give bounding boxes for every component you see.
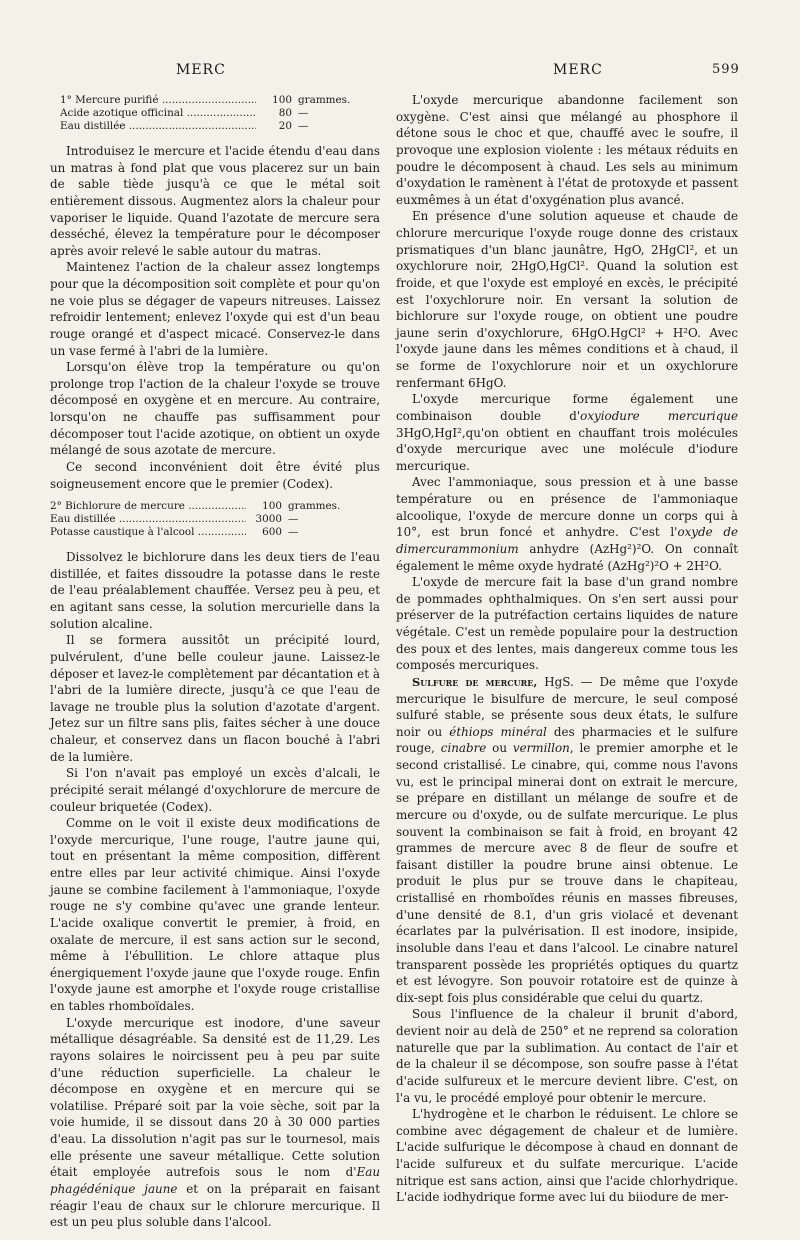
ingredient-qty: 20 [278, 120, 292, 132]
paragraph: L'oxyde de mercure fait la base d'un grand nombre de pommades ophthalmiques. On s'en sert aussi pour préserver de la putréfaction certains liquides de nature végétale. C'est un remède populaire pour la destruction des poux et des lentes, mais dangereux comme tous les composés mercuriques. [396, 575, 738, 673]
paragraph: En présence d'une solution aqueuse et chaude de chlorure mercurique l'oxyde rouge donne des cristaux prismatiques d'un blanc jaunâtre, HgO, 2HgCl², et un oxychlorure noir, 2HgO,HgCl². Quand la solution est froide, et que l'oxyde est employé en excès, le précipité est l'oxychlorure noir. En versant la solution de bichlorure sur l'oxyde rouge, on obtient une poudre jaune serin d'oxychlorure, 6HgO.HgCl² + H²O. Avec l'oxyde jaune dans les mêmes conditions et à chaud, il se forme de l'oxychlorure noir et un oxychlorure renfermant 6HgO. [396, 209, 738, 390]
paragraph: Dissolvez le bichlorure dans les deux tiers de l'eau distillée, et faites dissoudre la potasse dans le reste de l'eau préalablement chauffée. Versez peu à peu, et en agitant sans cesse, la solution mercurielle dans la solution alcaline. [50, 550, 380, 631]
paragraph [50, 1015, 380, 1231]
paragraph: Lorsqu'on élève trop la température ou qu'on prolonge trop l'action de la chaleur l'oxyde se trouve décomposé en oxygène et en mercure. Au contraire, lorsqu'on ne chauffe pas suffisamment pour décomposer tout l'acide azotique, on obtient un oxyde mélangé de sous azotate de mercure. [50, 360, 380, 458]
paragraph [396, 391, 738, 474]
page-number: 599 [712, 62, 740, 77]
ingredient-name: Eau distillée ..... [60, 120, 256, 133]
ingredient-unit: — [298, 107, 309, 119]
paragraph [396, 674, 738, 1007]
ingredient-unit: grammes. [298, 94, 351, 106]
text-run: L'oxyde mercurique est inodore, d'une saveur métallique désagréable. Sa densité est de 11,29. Les rayons solaires le noircissent peu à peu par suite d'une réduction superficielle. La chaleur le décompose en oxygène et en mercure qui se volatilise. Préparé soit par la voie sèche, soit par la voie humide, il se dissout dans 20 à 30 000 parties d'eau. La dissolution n'agit pas sur le tournesol, mais elle présente une saveur métallique. Cette solution était employée autrefois sous le nom d' [50, 1015, 380, 1180]
ingredient-qty: 80 [278, 107, 292, 119]
paragraph: Introduisez le mercure et l'acide étendu d'eau dans un matras à fond plat que vous placerez sur un bain de sable tiède jusqu'à ce que le métal soit entièrement dissous. Augmentez alors la chaleur pour vaporiser le liquide. Quand l'azotate de mercure sera desséché, élevez la température pour le décomposer après avoir relevé le sable autour du matras. [50, 144, 380, 258]
recipe-row [50, 526, 380, 539]
right-column [396, 92, 738, 1206]
recipe-row [60, 107, 380, 120]
ingredient-unit: — [298, 120, 309, 132]
ingredient-name: Potasse caustique à l'alcool ..... [50, 526, 246, 539]
text-run: HgS. — De même que l'oxyde mercurique le bisulfure de mercure, le seul composé sulfuré stable, se présente sous deux états, le sulfure noir ou [396, 674, 739, 739]
paragraph: Ce second inconvénient doit être évité plus soigneusement encore que le premier (Codex). [50, 459, 380, 491]
ingredient-unit: grammes. [288, 500, 341, 513]
ingredient-qty: 100 [272, 94, 292, 106]
text-run: des pharmacies et le sulfure rouge, [396, 724, 738, 756]
ingredient-name: 2° Bichlorure de mercure ..... [50, 500, 246, 513]
section-heading: Sulfure de mercure, [412, 674, 538, 689]
text-run: Avec l'ammoniaque, sous pression et à une basse température ou en présence de l'ammoniaque alcoolique, l'oxyde de mercure donne un corps qui à 10°, est brun foncé et anhydre. C'est l' [396, 475, 738, 540]
paragraph [396, 474, 738, 574]
recipe-2-table [50, 500, 380, 539]
ingredient-unit: — [288, 526, 299, 539]
paragraph: L'oxyde mercurique abandonne facilement son oxygène. C'est ainsi que mélangé au phosphore il détone sous le choc et que, chauffé avec le soufre, il provoque une explosion violente : les métaux réduits en poudre le décomposent à chaud. Les sels au minimum d'oxydation le ramènent à l'état de protoxyde et passent euxmêmes à un état d'oxygénation plus avancé. [396, 93, 738, 207]
text-run: ou [486, 741, 513, 756]
recipe-row [50, 513, 380, 526]
paragraph: Si l'on n'avait pas employé un excès d'alcali, le précipité serait mélangé d'oxychlorure de mercure de couleur briquetée (Codex). [50, 766, 380, 814]
text-run: et on la préparait en faisant réagir l'eau de chaux sur le chlorure mercurique. Il est un peu plus soluble dans l'alcool. [50, 1181, 380, 1230]
left-column [50, 92, 380, 1231]
recipe-row [60, 120, 380, 133]
ingredient-name: 1° Mercure purifié ..... [60, 94, 256, 107]
italic-term: Eau phagédénique jaune [50, 1165, 380, 1196]
recipe-row [60, 94, 380, 107]
text-run: anhydre (AzHg²)²O. On connaît également le même oxyde hydraté (AzHg²)²O + 2H²O. [396, 541, 738, 573]
ingredient-name: Acide azotique officinal ..... [60, 107, 256, 120]
running-head-left: MERC [176, 62, 226, 78]
ingredient-qty: 3000 [255, 513, 282, 526]
italic-term: vermillon [512, 741, 570, 756]
ingredient-qty: 100 [262, 500, 282, 513]
text-run: L'oxyde mercurique forme également une combinaison double d' [396, 392, 738, 423]
paragraph: Comme on le voit il existe deux modifications de l'oxyde mercurique, l'une rouge, l'autre jaune qui, tout en présentant la même composition, diffèrent entre elles par leur activité chimique. Ainsi l'oxyde jaune se combine facilement à l'ammoniaque, l'oxyde rouge ne s'y combine qu'avec une grande lenteur. L'acide oxalique convertit le premier, à froid, en oxalate de mercure, il est sans action sur le second, même à l'ébullition. Le chlore attaque plus énergiquement l'oxyde jaune que l'oxyde rouge. Enfin l'oxyde jaune est amorphe et l'oxyde rouge cristallise en tables rhomboïdales. [50, 816, 380, 1013]
recipe-row [50, 500, 380, 513]
paragraph: Il se formera aussitôt un précipité lourd, pulvérulent, d'une belle couleur jaune. Laissez-le déposer et lavez-le complètement par décantation et à l'abri de la lumière directe, jusqu'à ce que l'eau de lavage ne trouble plus la solution d'azotate d'argent. Jetez sur un filtre sans plis, faites sécher à une douce chaleur, et conservez dans un flacon bouché à l'abri de la lumière. [50, 633, 380, 764]
paragraph: L'hydrogène et le charbon le réduisent. Le chlore se combine avec dégagement de chaleur et de lumière. L'acide sulfurique le décompose à chaud en donnant de l'acide sulfureux et du sulfate mercurique. L'acide nitrique est sans action, ainsi que l'acide chlorhydrique. L'acide iodhydrique forme avec lui du biiodure de mer- [396, 1107, 738, 1205]
paragraph: Maintenez l'action de la chaleur assez longtemps pour que la décomposition soit complète et pour qu'on ne voie plus se dégager de vapeurs nitreuses. Laissez refroidir lentement; enlevez l'oxyde qui est d'un beau rouge orangé et d'aspect micacé. Conservez-le dans un vase fermé à l'abri de la lumière. [50, 260, 380, 358]
italic-term: éthiops minéral [449, 724, 547, 739]
paragraph: Sous l'influence de la chaleur il brunit d'abord, devient noir au delà de 250° et ne reprend sa coloration naturelle que par la sublimation. Au contact de l'air et de la chaleur il se décompose, son soufre passe à l'état d'acide sulfureux et le mercure devient libre. C'est, on l'a vu, le procédé employé pour obtenir le mercure. [396, 1007, 738, 1105]
ingredient-unit: — [288, 513, 299, 526]
italic-term: cinabre [440, 741, 487, 756]
text-run: , le premier amorphe et le second cristallisé. Le cinabre, qui, comme nous l'avons vu, est le principal minerai dont on extrait le mercure, se prépare en distillant un mélange de soufre et de mercure ou d'oxyde, ou de sulfate mercurique. Le plus souvent la combinaison se fait à froid, en broyant 42 grammes de mercure avec 8 de fleur de soufre et faisant distiller la poudre brune ainsi obtenue. Le produit le plus pur se trouve dans le chapiteau, cristallisé en rhomboïdes réunis en masses fibreuses, d'une densité de 8.1, d'un gris violacé et devenant écarlates par la pulvérisation. Il est inodore, insipide, insoluble dans l'eau et dans l'alcool. Le cinabre naturel transparent possède les propriétés optiques du quartz et est lévogyre. Son pouvoir rotatoire est de quinze à dix-sept fois plus considérable que celui du quartz. [396, 741, 738, 1005]
ingredient-qty: 600 [262, 526, 282, 539]
italic-term: oxyiodure mercurique [580, 408, 739, 423]
text-run: 3HgO,HgI²,qu'on obtient en chauffant trois molécules d'oxyde mercurique avec une molécule d'iodure mercurique. [396, 425, 738, 473]
ingredient-name: Eau distillée ..... [50, 513, 246, 526]
running-head-right: MERC [553, 62, 603, 78]
recipe-1-table [60, 94, 380, 133]
italic-term: oxyde de dimercurammonium [396, 525, 738, 556]
